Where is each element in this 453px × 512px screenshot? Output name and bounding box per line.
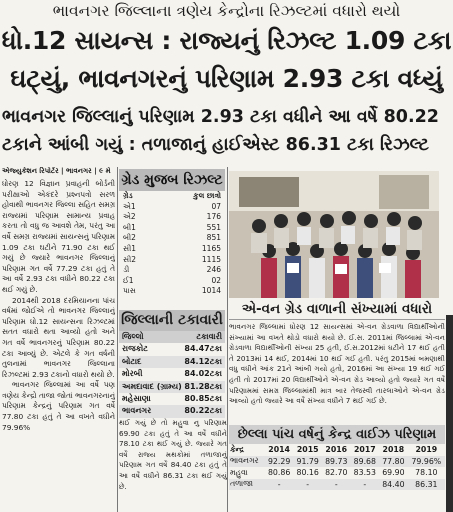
paragraph: 2014થી 2018 દરમિયાનના પાંચ વર્ષમાં જોઈએ તો ભાવનગર જિલ્લાનું પરિણામ ધો.12 સાયન્સના રિઝલ્ટમાં સતત વધારો થતા આવ્યો હતો અને ગત વર્ષે ભાવનગરનું પરિણામ 80.22 ટકા આવ્યું છે. એટલે કે ગત વર્ષની તુલનામાં ભાવનગર જિલ્લાના રિઝલ્ટમાં 2.93 ટકાનો વધારો થયો છે. bbox=[2, 295, 115, 379]
table-row bbox=[119, 244, 225, 255]
grade-box-title: ગ્રેડ મુજબ રિઝલ્ટ bbox=[119, 169, 225, 191]
result-cell: 80.86 bbox=[267, 468, 291, 478]
percent-box-title: જિલ્લાની ટકાવારી bbox=[119, 310, 225, 331]
table-row bbox=[119, 233, 225, 244]
percentage-cell: 84.47ટકા bbox=[184, 344, 222, 354]
grade-cell: પાસ bbox=[123, 286, 136, 296]
grade-cell: એ2 bbox=[123, 212, 136, 222]
table-row bbox=[119, 343, 225, 355]
center-name-cell: ભાવનગર bbox=[229, 456, 265, 468]
table-row bbox=[119, 212, 225, 223]
table-header-row: કેન્દ્ર 2014 2015 2016 2017 2018 2019 bbox=[230, 444, 438, 455]
result-cell: - bbox=[322, 479, 351, 491]
table-row bbox=[119, 405, 225, 417]
result-cell: 78.10 bbox=[415, 468, 438, 478]
percentage-cell: 80.85ટકા bbox=[184, 393, 222, 403]
count-cell: 176 bbox=[206, 212, 221, 222]
subhead-line-1: ભાવનગર જિલ્લાનું પરિણામ 2.93 ટકા વધીને આ વર્ષે 80.22 bbox=[2, 107, 439, 127]
count-cell: 02 bbox=[211, 275, 221, 285]
count-cell: 1014 bbox=[201, 286, 221, 296]
photo-caption: એ-વન ગ્રેડ વાળાની સંખ્યામાં વધારો bbox=[229, 299, 445, 320]
column-divider bbox=[117, 167, 118, 512]
result-cell: - bbox=[351, 479, 380, 491]
grade-cell: ડી bbox=[123, 265, 130, 275]
grade-result-box bbox=[119, 169, 225, 297]
grade-cell: એ1 bbox=[123, 201, 136, 211]
table-row bbox=[119, 223, 225, 234]
table-row bbox=[119, 202, 225, 213]
district-cell: મહેસાણા bbox=[122, 393, 151, 403]
percentage-cell: 80.22ટકા bbox=[184, 406, 222, 416]
paragraph: ધોરણ 12 વિજ્ઞાન પ્રવાહની બોર્ડની પરીક્ષાઓ એકંદરે પ્રશ્નપત્રો સરળ હોવાથી ભાવનગર જિલ્લા સહિત સમગ્ર રાજ્યમાં પરિણામ સામાન્ય પ્રવાહ કરતા તો વધુ જ આવશે તેમ, પરંતુ આ વર્ષે સમગ્ર રાજ્યમાં સાયન્સનું પરિણામ 1.09 ટકા ઘટીને 71.90 ટકા થઈ ગયું છે જ્યારે ભાવનગર જિલ્લાનું પરિણામ ગત વર્ષે 77.29 ટકા હતું તે આ વર્ષે 2.93 ટકા વધીને 80.22 ટકા થઈ ગયું છે. bbox=[2, 179, 115, 294]
headline-line-2: ઘટ્યું, ભાવનગરનું પરિણામ 2.93 ટકા વધ્યું bbox=[10, 64, 443, 93]
count-cell: 07 bbox=[211, 201, 221, 211]
center-box-title: છેલ્લા પાંચ વર્ષનું કેન્દ્ર વાઈઝ પરિણામ bbox=[229, 425, 445, 444]
result-cell: 83.53 bbox=[353, 468, 376, 478]
grade-cell: સી2 bbox=[123, 254, 136, 264]
table-row bbox=[229, 467, 445, 479]
byline: એજ્યુકેશન રિપોર્ટર | ભાવનગર | ૯ મે bbox=[2, 167, 111, 175]
article-column-3: ભાવનગર જિલ્લામાં ધોરણ 12 સાયન્સમાં એ-વન ગ્રેડવાળા વિદ્યાર્થીઓની સંખ્યામાં આ વખતે થોડો વધારો થયો છે. ઈ.સ. 2011માં જિલ્લામાં એ-વન ગ્રેડવાળા વિદ્યાર્થીઓની સંખ્યા 25 હતી, ઈ.સ.2012માં ઘટીને 17 થઈ હતી તે 2013માં 14 થઈ, 2014માં 10 થઈ ગઈ હતી. પરંતુ 2015માં બમણાથી વધુ વધીને આંક 21ને આંબી ગયો હતો, 2016માં આ સંખ્યા 19 થઈ ગઈ હતી તો 2017માં 20 વિદ્યાર્થીઓને એ-વન ગ્રેડ આવ્યો હતો જ્યારે ગત વર્ષે પરિણામમાં સમગ્ર જિલ્લામાંથી માત્ર બાર તેજસ્વી તારલાઓને એ-વન ગ્રેડ આવ્યો હતો જ્યારે આ વર્ષે સંખ્યા વધીને 7 થઈ ગઈ છે. bbox=[229, 322, 445, 406]
center-name-cell: તળાજા bbox=[229, 479, 265, 491]
subhead-line-2: ટકાને આંબી ગયું : તળાજાનું હાઈએસ્ટ 86.31 ટકા રિઝલ્ટ bbox=[2, 135, 429, 155]
table-row bbox=[119, 255, 225, 266]
district-cell: ભાવનગર bbox=[122, 406, 152, 416]
percentage-cell: 84.12ટકા bbox=[184, 356, 222, 366]
grade-rows bbox=[119, 202, 225, 297]
headline-line-1: ધો.12 સાયન્સ : રાજ્યનું રિઝલ્ટ 1.09 ટકા bbox=[1, 26, 452, 55]
result-cell: 86.31 bbox=[408, 479, 445, 491]
percentage-cell: 84.02ટકા bbox=[184, 369, 222, 379]
table-row bbox=[229, 456, 445, 468]
table-row bbox=[119, 393, 225, 405]
percent-rows bbox=[119, 331, 225, 418]
result-cell: 80.16 bbox=[296, 468, 319, 478]
result-cell: - bbox=[265, 479, 294, 491]
table-row bbox=[119, 276, 225, 287]
page-edge-shadow bbox=[446, 315, 453, 512]
count-cell: 851 bbox=[206, 233, 221, 243]
result-cell: 92.29 bbox=[265, 456, 294, 468]
count-cell: 1165 bbox=[201, 243, 221, 253]
result-cell: 69.90 bbox=[382, 468, 405, 478]
table-row bbox=[229, 479, 445, 491]
table-row bbox=[119, 368, 225, 380]
grade-cell: બી2 bbox=[123, 233, 136, 243]
table-row bbox=[119, 356, 225, 368]
table-row bbox=[119, 381, 225, 393]
count-cell: 551 bbox=[206, 222, 221, 232]
article-column-2: થઈ ગયું છે તો મહુવા નુ પરિણામ 69.90 ટકા હતું તે આ વર્ષે વધીને 78.10 ટકા થઈ ગયું છે. જ્યારે ગત વર્ષે રાજ્ય મથકોમાં તળાજાનું પરિણામ ગત વર્ષે 84.40 ટકા હતું તે આ વર્ષે વધીને 86.31 ટકા થઈ ગયું છે. bbox=[119, 418, 227, 491]
students-photo-image bbox=[229, 171, 439, 298]
result-cell: 77.80 bbox=[379, 456, 408, 468]
table-row bbox=[119, 286, 225, 297]
grade-cell: બી1 bbox=[123, 222, 136, 232]
result-cell: 91.79 bbox=[293, 456, 322, 468]
result-cell: 79.96% bbox=[408, 456, 445, 468]
district-cell: અમદાવાદ (ગ્રામ્ય) bbox=[122, 381, 182, 391]
grade-cell: ઈ1 bbox=[123, 275, 134, 285]
district-cell: રાજકોટ bbox=[122, 344, 148, 354]
table-row bbox=[119, 265, 225, 276]
count-cell: 1115 bbox=[201, 254, 221, 264]
percentage-cell: 81.28ટકા bbox=[184, 381, 222, 391]
article-column-1 bbox=[2, 179, 115, 509]
district-cell: બોટાદ bbox=[122, 356, 142, 366]
column-divider bbox=[227, 167, 228, 512]
district-cell: મોરબી bbox=[122, 369, 143, 379]
percent-header-row: જિલ્લો ટકાવારી bbox=[119, 331, 225, 343]
center-name-cell: મહુવા bbox=[230, 467, 248, 477]
result-cell: 84.40 bbox=[379, 479, 408, 491]
center-result-table bbox=[229, 444, 445, 490]
result-cell: 89.73 bbox=[322, 456, 351, 468]
result-cell: - bbox=[293, 479, 322, 491]
result-cell: 82.70 bbox=[325, 468, 348, 478]
grade-cell: સી1 bbox=[123, 243, 136, 253]
center-wise-result-box bbox=[229, 425, 445, 490]
kicker: ભાવનગર જિલ્લાના ત્રણેય કેન્દ્રોના રિઝલ્ટમાં વધારો થયો bbox=[52, 2, 401, 20]
count-cell: 246 bbox=[206, 265, 221, 275]
paragraph: ભાવનગર જિલ્લામાં આ વર્ષે પણ ત્રણેય કેન્દ્રો તાજા જોતાં ભાવનગરનાનું પરિણામ કેન્દ્રનું પરિણામ ગત વર્ષે 77.80 ટકા હતું તે આ વખતે વધીને 79.96% bbox=[2, 380, 115, 432]
grade-header-row: ગ્રેડ કુલ છાત્રો bbox=[123, 191, 221, 200]
district-percentage-box bbox=[119, 310, 225, 418]
students-photo bbox=[229, 171, 439, 298]
result-cell: 89.68 bbox=[351, 456, 380, 468]
